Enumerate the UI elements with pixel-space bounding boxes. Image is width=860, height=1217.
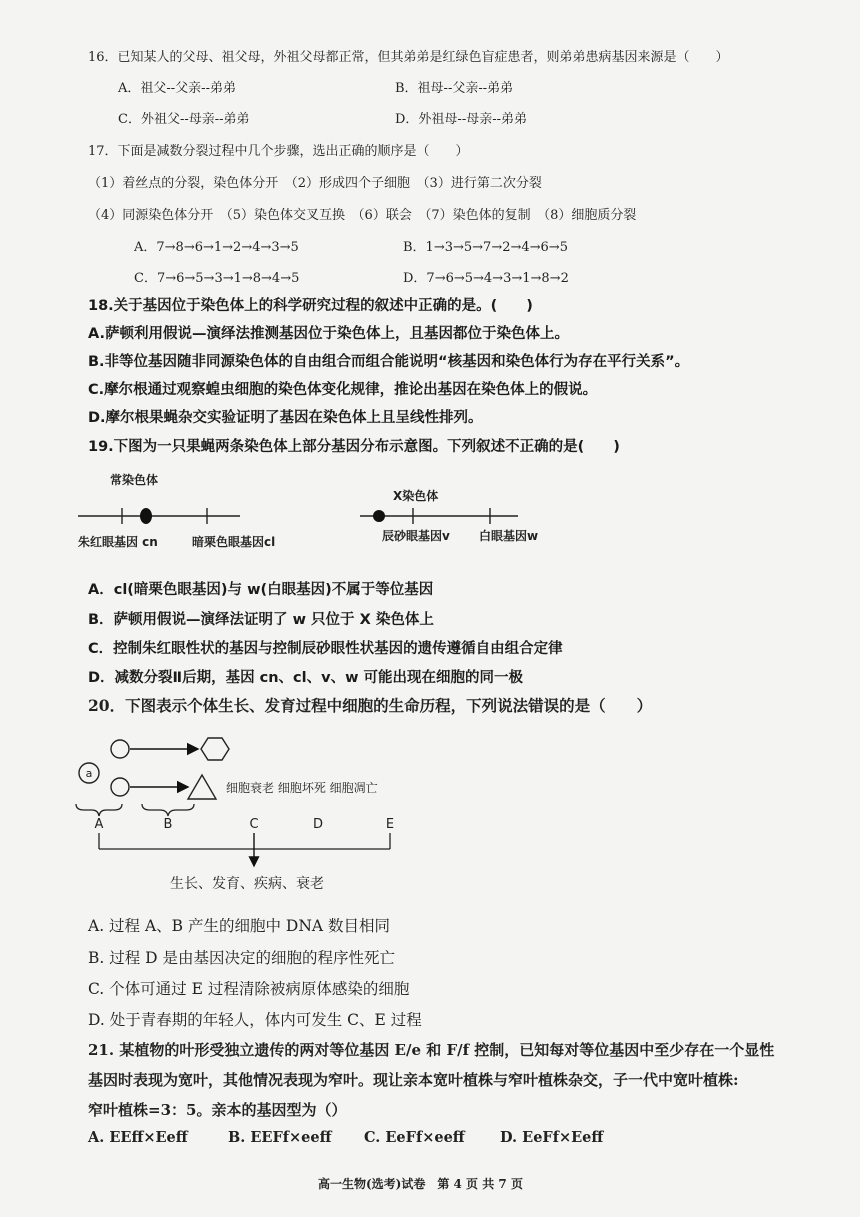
process-letter-b: B	[163, 817, 173, 832]
process-letter-c: C	[249, 817, 259, 832]
gene-w-label: 白眼基因w	[479, 529, 539, 543]
q18-option-a: A.萨顿利用假说—演绎法推测基因位于染色体上，且基因都位于染色体上。	[88, 326, 569, 342]
q17-option-c: C．7→6→5→3→1→8→4→5	[134, 271, 300, 286]
cell-a-label: a	[85, 767, 93, 780]
q21-option-c: C. EeFf×eeff	[364, 1129, 465, 1146]
q21-line3: 窄叶植株=3：5。亲本的基因型为（）	[88, 1101, 347, 1119]
x-centromere	[373, 510, 385, 522]
x-chromosome-title: X染色体	[393, 489, 439, 503]
q18-option-c: C.摩尔根通过观察蝗虫细胞的染色体变化规律，推论出基因在染色体上的假说。	[88, 382, 598, 398]
q16-option-a: A．祖父--父亲--弟弟	[118, 81, 236, 96]
q20-option-b: B. 过程 D 是由基因决定的细胞的程序性死亡	[88, 949, 396, 967]
process-letter-e: E	[385, 817, 395, 832]
q19-stem: 19.下图为一只果蝇两条染色体上部分基因分布示意图。下列叙述不正确的是( )	[88, 439, 620, 455]
q16-stem: 16．已知某人的父母、祖父母，外祖父母都正常，但其弟弟是红绿色盲症患者，则弟弟患病基因来源是（ ）	[88, 50, 729, 65]
q21-option-a: A. EEff×Eeff	[88, 1129, 188, 1146]
cell-bottom	[111, 778, 129, 796]
q17-stem: 17．下面是减数分裂过程中几个步骤，选出正确的顺序是（ ）	[88, 144, 469, 159]
q20-option-c: C. 个体可通过 E 过程清除被病原体感染的细胞	[88, 980, 410, 998]
gene-cn-label: 朱红眼基因 cn	[78, 535, 158, 549]
q16-option-d: D．外祖母--母亲--弟弟	[395, 112, 527, 127]
autosome-centromere	[140, 508, 152, 524]
q21-line2: 基因时表现为宽叶，其他情况表现为窄叶。现让亲本宽叶植株与窄叶植株杂交，子一代中宽叶植株:	[88, 1071, 739, 1089]
cell-fate-diagram	[70, 730, 630, 900]
process-letter-a: A	[94, 817, 104, 832]
triangle-cell	[188, 775, 216, 799]
q18-option-d: D.摩尔根果蝇杂交实验证明了基因在染色体上且呈线性排列。	[88, 410, 483, 426]
q16-option-c: C．外祖父--母亲--弟弟	[118, 112, 250, 127]
q19-option-b: B．萨顿用假说—演绎法证明了 w 只位于 X 染色体上	[88, 612, 434, 628]
q19-option-a: A．cl(暗栗色眼基因)与 w(白眼基因)不属于等位基因	[88, 582, 434, 598]
brace-b	[142, 804, 194, 816]
q19-option-c: C．控制朱红眼性状的基因与控制辰砂眼性状基因的遗传遵循自由组合定律	[88, 641, 563, 657]
q18-stem: 18.关于基因位于染色体上的科学研究过程的叙述中正确的是。( )	[88, 298, 533, 314]
q20-option-a: A. 过程 A、B 产生的细胞中 DNA 数目相同	[88, 917, 391, 935]
cell-fates-label: 细胞衰老 细胞坏死 细胞凋亡	[226, 781, 378, 795]
autosome-title: 常染色体	[110, 473, 159, 487]
q19-option-d: D．减数分裂Ⅱ后期，基因 cn、cl、v、w 可能出现在细胞的同一极	[88, 670, 524, 686]
q17-option-b: B．1→3→5→7→2→4→6→5	[403, 240, 568, 255]
page-footer: 高一生物(选考)试卷 第 4 页 共 7 页	[318, 1177, 523, 1191]
brace-a	[76, 804, 122, 816]
gene-cl-label: 暗栗色眼基因cl	[192, 535, 276, 549]
q17-steps-line2: （4）同源染色体分开 （5）染色体交叉互换 （6）联会 （7）染色体的复制 （8）细胞质分裂	[88, 208, 637, 223]
chromosome-diagram	[70, 468, 590, 560]
process-letter-d: D	[312, 817, 324, 832]
q20-stem: 20．下图表示个体生长、发育过程中细胞的生命历程，下列说法错误的是（ ）	[88, 696, 653, 715]
q17-option-d: D．7→6→5→4→3→1→8→2	[403, 271, 569, 286]
q20-option-d: D. 处于青春期的年轻人，体内可发生 C、E 过程	[88, 1011, 422, 1029]
q18-option-b: B.非等位基因随非同源染色体的自由组合而组合能说明“核基因和染色体行为存在平行关系”。	[88, 354, 690, 370]
result-label: 生长、发育、疾病、衰老	[170, 876, 324, 892]
q21-option-d: D. EeFf×Eeff	[500, 1129, 604, 1146]
gene-v-label: 辰砂眼基因v	[382, 529, 450, 543]
q21-line1: 21. 某植物的叶形受独立遗传的两对等位基因 E/e 和 F/f 控制，已知每对等位基因中至少存在一个显性	[88, 1041, 775, 1059]
q21-option-b: B. EEFf×eeff	[228, 1129, 332, 1146]
hexagon-cell	[201, 738, 229, 760]
q17-option-a: A．7→8→6→1→2→4→3→5	[134, 240, 299, 255]
q17-steps-line1: （1）着丝点的分裂，染色体分开 （2）形成四个子细胞 （3）进行第二次分裂	[88, 176, 542, 191]
cell-top	[111, 740, 129, 758]
q16-option-b: B．祖母--父亲--弟弟	[395, 81, 514, 96]
